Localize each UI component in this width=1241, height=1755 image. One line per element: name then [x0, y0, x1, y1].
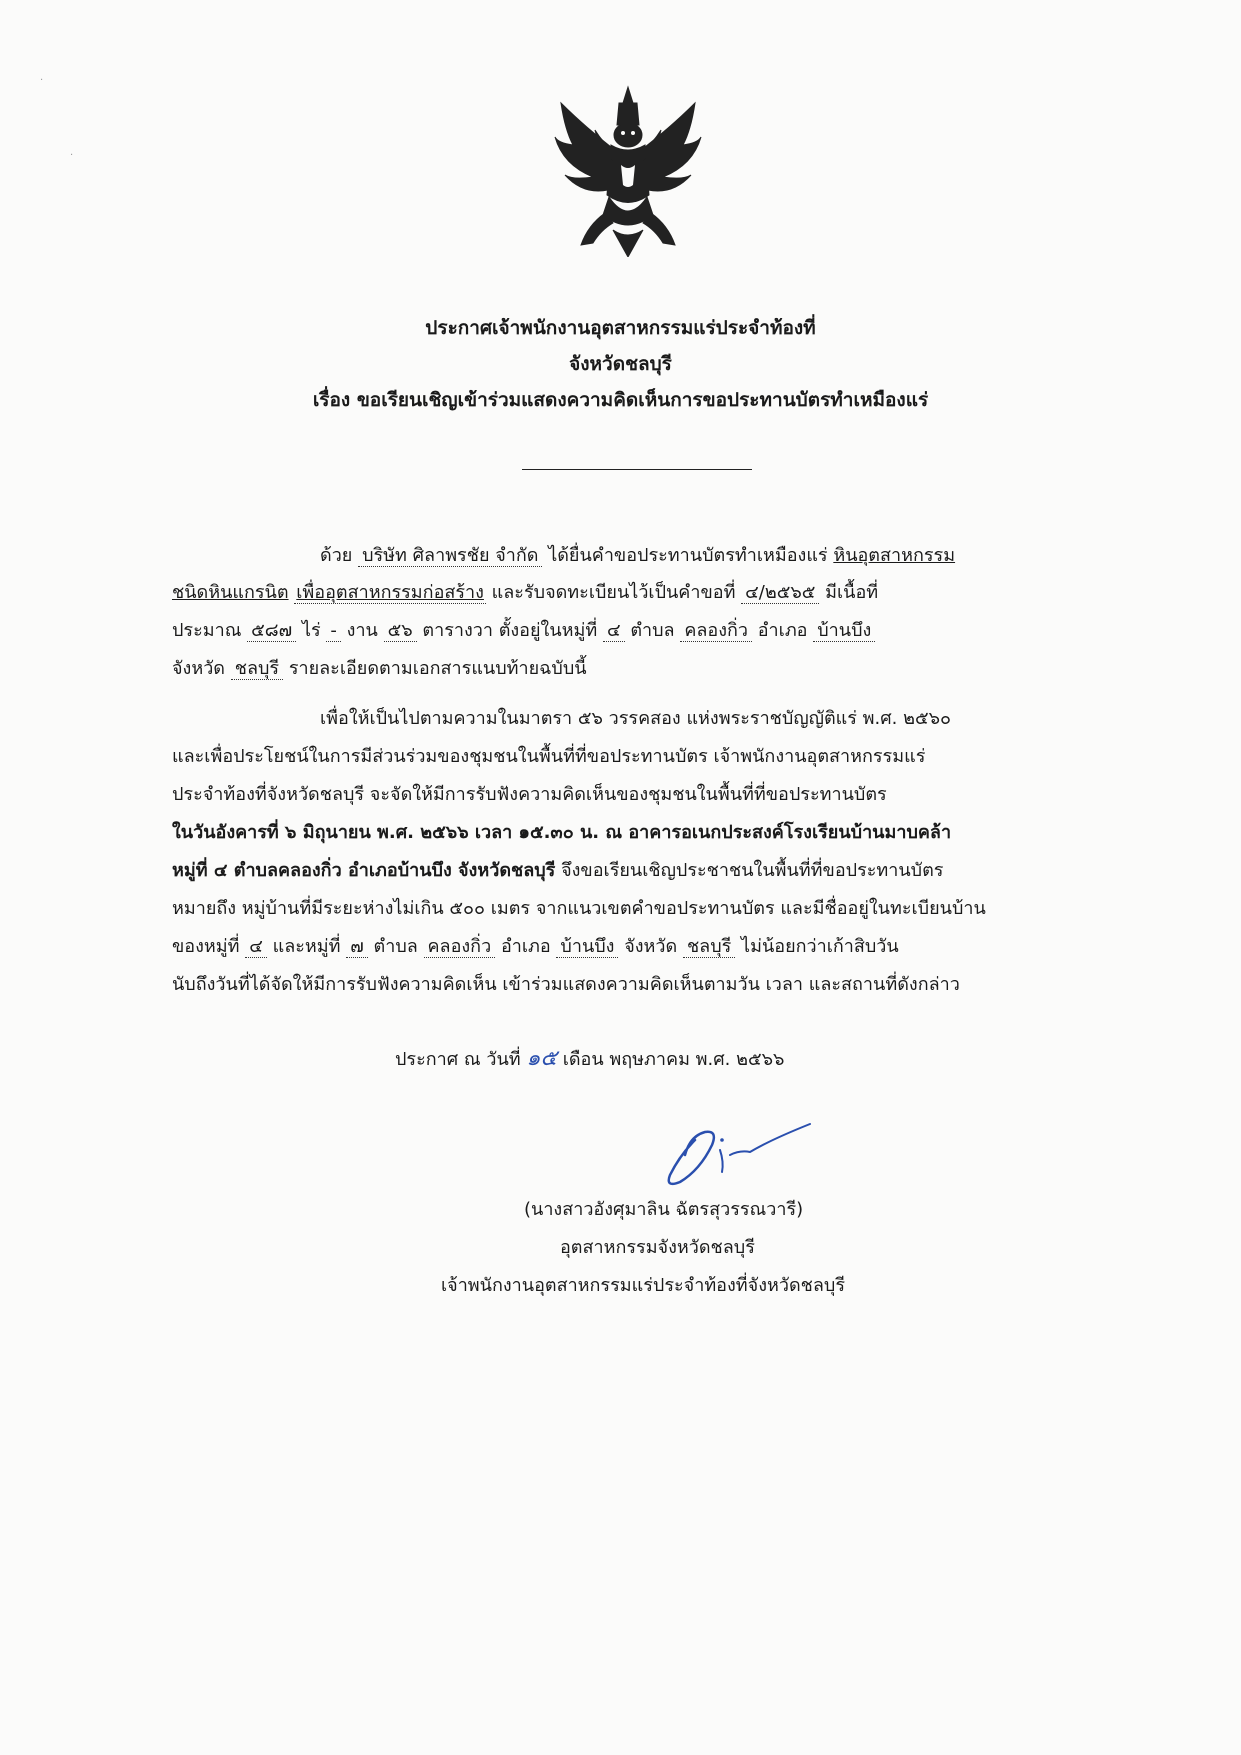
text: จึงขอเรียนเชิญประชาชนในพื้นที่ที่ขอประทานบัตร: [561, 860, 944, 881]
text: ตำบล: [630, 620, 675, 641]
scan-speck: ·: [40, 75, 44, 86]
scan-speck: ·: [70, 150, 74, 161]
text: และหมู่ที่: [272, 936, 341, 957]
para2-line-8: นับถึงวันที่ได้จัดให้มีการรับฟังความคิดเห็น เข้าร่วมแสดงความคิดเห็นตามวัน เวลา และสถานที่ดังกล่าว: [172, 974, 960, 995]
text: งาน: [346, 620, 378, 641]
text: ประกาศ ณ วันที่: [395, 1049, 521, 1070]
text: ไร่: [301, 620, 321, 641]
header-subject: เรื่อง ขอเรียนเชิญเข้าร่วมแสดงความคิดเห็นการขอประทานบัตรทำเหมืองแร่: [312, 389, 929, 411]
text: ของหมู่ที่: [172, 936, 240, 957]
text: ประมาณ: [172, 620, 242, 641]
company-name: บริษัท ศิลาพรชัย จำกัด: [358, 545, 542, 567]
header-divider: [522, 469, 752, 470]
text: รายละเอียดตามเอกสารแนบท้ายฉบับนี้: [288, 658, 587, 679]
tambon: คลองกิ่ว: [680, 620, 752, 642]
text: อำเภอ: [757, 620, 808, 641]
para2-line-6: หมายถึง หมู่บ้านที่มีระยะห่างไม่เกิน ๕๐๐ เมตร จากแนวเขตคำขอประทานบัตร และมีชื่ออยู่ในทะเบียนบ้าน: [172, 898, 986, 919]
para1-line-2: [172, 581, 878, 605]
text: ไม่น้อยกว่าเก้าสิบวัน: [741, 936, 899, 957]
para2-line-3: ประจำท้องที่จังหวัดชลบุรี จะจัดให้มีการรับฟังความคิดเห็นของชุมชนในพื้นที่ที่ขอประทานบัตร: [172, 784, 887, 805]
hearing-location: หมู่ที่ ๔ ตำบลคลองกิ่ว อำเภอบ้านบึง จังหวัดชลบุรี: [172, 860, 556, 881]
amphoe: บ้านบึง: [813, 620, 875, 642]
announce-year: ๒๕๖๖: [736, 1049, 785, 1070]
text: ด้วย: [320, 545, 353, 566]
para2-line-5: [172, 859, 943, 883]
text: เดือน: [562, 1049, 604, 1070]
moo-1: ๔: [245, 936, 267, 958]
announce-month: พฤษภาคม: [609, 1049, 690, 1070]
tambon: คลองกิ่ว: [424, 936, 496, 958]
request-number: ๔/๒๕๖๕: [741, 582, 819, 604]
header-line-2: จังหวัดชลบุรี: [569, 353, 672, 375]
announce-day: ๑๕: [526, 1046, 557, 1071]
text: ได้ยื่นคำขอประทานบัตรทำเหมืองแร่: [548, 545, 828, 566]
text: จังหวัด: [624, 936, 678, 957]
text: มีเนื้อที่: [825, 582, 879, 603]
mineral-type: ชนิดหินแกรนิต: [172, 582, 289, 603]
para1-line-1: [320, 544, 955, 568]
mineral-name: หินอุตสาหกรรม: [833, 545, 956, 566]
area-ngan: -: [326, 620, 341, 642]
garuda-emblem-icon: [553, 85, 703, 257]
header-line-1: ประกาศเจ้าพนักงานอุตสาหกรรมแร่ประจำท้องที่: [425, 317, 816, 339]
para2-line-7: [172, 935, 899, 959]
text: ตั้งอยู่ในหมู่ที่: [498, 620, 598, 641]
para1-line-4: [172, 657, 587, 681]
text: และรับจดทะเบียนไว้เป็นคำขอที่: [491, 582, 736, 603]
province: ชลบุรี: [231, 658, 283, 680]
moo-2: ๗: [346, 936, 368, 958]
amphoe: บ้านบึง: [556, 936, 618, 958]
signatory-title-1: อุตสาหกรรมจังหวัดชลบุรี: [560, 1237, 755, 1258]
hearing-date-line: ในวันอังคารที่ ๖ มิถุนายน พ.ศ. ๒๕๖๖ เวลา ๑๕.๓๐ น. ณ อาคารอเนกประสงค์โรงเรียนบ้านมาบคล้า: [172, 822, 952, 843]
text: จังหวัด: [172, 658, 225, 679]
para1-line-3: [172, 619, 875, 643]
area-rai: ๕๘๗: [247, 620, 296, 642]
para2-line-2: และเพื่อประโยชน์ในการมีส่วนร่วมของชุมชนในพื้นที่ที่ขอประทานบัตร เจ้าพนักงานอุตสาหกรรมแร่: [172, 746, 926, 767]
text: อำเภอ: [500, 936, 551, 957]
para2-line-1: เพื่อให้เป็นไปตามความในมาตรา ๕๖ วรรคสอง แห่งพระราชบัญญัติแร่ พ.ศ. ๒๕๖๐: [320, 708, 952, 729]
signatory-name: (นางสาวอังศุมาลิน ฉัตรสุวรรณวารี): [524, 1199, 804, 1220]
province: ชลบุรี: [683, 936, 735, 958]
text: พ.ศ.: [695, 1049, 731, 1070]
text: ตำบล: [373, 936, 418, 957]
purpose: เพื่ออุตสาหกรรมก่อสร้าง: [296, 582, 484, 603]
announcement-date: [395, 1047, 784, 1072]
area-wa: ๕๖: [384, 620, 417, 642]
text: ตารางวา: [422, 620, 493, 641]
moo-number: ๔: [603, 620, 625, 642]
signatory-title-2: เจ้าพนักงานอุตสาหกรรมแร่ประจำท้องที่จังหวัดชลบุรี: [441, 1275, 845, 1296]
signature-image: [660, 1110, 830, 1190]
